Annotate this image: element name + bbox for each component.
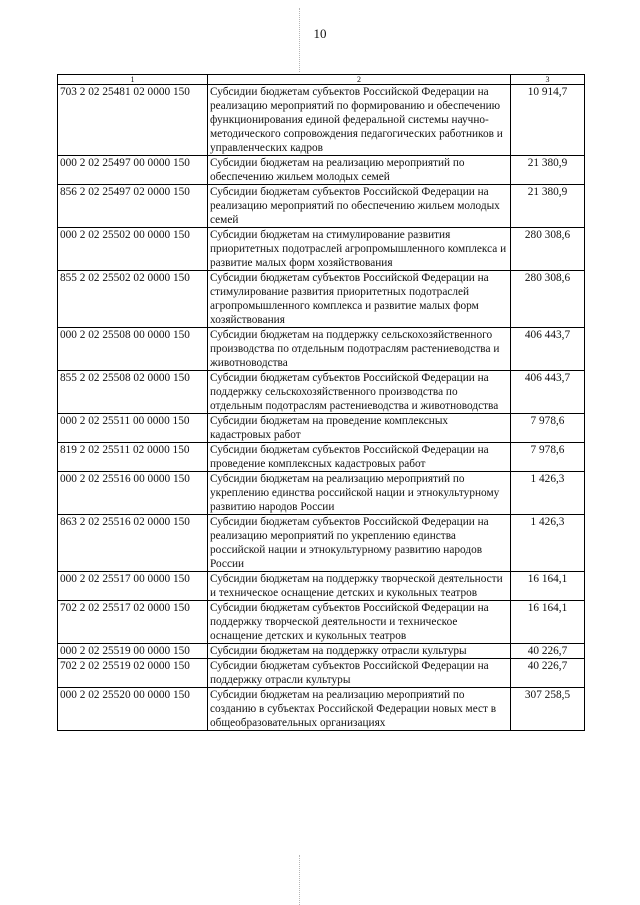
- table-row: [58, 515, 585, 572]
- description-cell: Субсидии бюджетам на реализацию мероприятий по обеспечению жильем молодых семей: [208, 156, 511, 185]
- amount-cell: 16 164,1: [511, 601, 585, 644]
- amount-cell: 10 914,7: [511, 85, 585, 156]
- table-row: [58, 414, 585, 443]
- column-header: 3: [511, 75, 585, 85]
- budget-code-cell: 855 2 02 25502 02 0000 150: [58, 271, 208, 328]
- amount-cell: 7 978,6: [511, 414, 585, 443]
- budget-table: [57, 74, 585, 731]
- amount-cell: 307 258,5: [511, 688, 585, 731]
- description-cell: Субсидии бюджетам на поддержку сельскохозяйственного производства по отдельным подотраслям растениеводства и животноводства: [208, 328, 511, 371]
- budget-code-cell: 703 2 02 25481 02 0000 150: [58, 85, 208, 156]
- description-cell: Субсидии бюджетам субъектов Российской Федерации на поддержку отрасли культуры: [208, 659, 511, 688]
- description-cell: Субсидии бюджетам субъектов Российской Федерации на поддержку сельскохозяйственного производства по отдельным подотраслям растениеводства и животноводства: [208, 371, 511, 414]
- page-number: 10: [313, 26, 327, 41]
- description-cell: Субсидии бюджетам на проведение комплексных кадастровых работ: [208, 414, 511, 443]
- description-cell: Субсидии бюджетам субъектов Российской Федерации на поддержку творческой деятельности и техническое оснащение детских и кукольных театров: [208, 601, 511, 644]
- amount-cell: 406 443,7: [511, 371, 585, 414]
- column-header: 2: [208, 75, 511, 85]
- budget-code-cell: 856 2 02 25497 02 0000 150: [58, 185, 208, 228]
- budget-code-cell: 000 2 02 25502 00 0000 150: [58, 228, 208, 271]
- amount-cell: 1 426,3: [511, 515, 585, 572]
- table-row: [58, 472, 585, 515]
- table-row: [58, 228, 585, 271]
- table-row: [58, 271, 585, 328]
- description-cell: Субсидии бюджетам субъектов Российской Федерации на проведение комплексных кадастровых работ: [208, 443, 511, 472]
- amount-cell: 40 226,7: [511, 644, 585, 659]
- amount-cell: 21 380,9: [511, 156, 585, 185]
- amount-cell: 406 443,7: [511, 328, 585, 371]
- table-row: [58, 185, 585, 228]
- budget-code-cell: 702 2 02 25519 02 0000 150: [58, 659, 208, 688]
- scan-artifact-line-top: [299, 8, 300, 72]
- budget-code-cell: 000 2 02 25516 00 0000 150: [58, 472, 208, 515]
- amount-cell: 21 380,9: [511, 185, 585, 228]
- budget-code-cell: 855 2 02 25508 02 0000 150: [58, 371, 208, 414]
- description-cell: Субсидии бюджетам на реализацию мероприятий по созданию в субъектах Российской Федерации новых мест в общеобразовательных организациях: [208, 688, 511, 731]
- description-cell: Субсидии бюджетам на поддержку отрасли культуры: [208, 644, 511, 659]
- amount-cell: 280 308,6: [511, 228, 585, 271]
- table-row: [58, 156, 585, 185]
- description-cell: Субсидии бюджетам субъектов Российской Федерации на реализацию мероприятий по формированию и обеспечению функционирования единой федеральной системы научно-методического сопровождения педагогических работников и управленческих кадров: [208, 85, 511, 156]
- budget-code-cell: 819 2 02 25511 02 0000 150: [58, 443, 208, 472]
- amount-cell: 1 426,3: [511, 472, 585, 515]
- table-row: [58, 659, 585, 688]
- budget-code-cell: 000 2 02 25519 00 0000 150: [58, 644, 208, 659]
- amount-cell: 7 978,6: [511, 443, 585, 472]
- description-cell: Субсидии бюджетам на стимулирование развития приоритетных подотраслей агропромышленного комплекса и развитие малых форм хозяйствования: [208, 228, 511, 271]
- table-row: [58, 85, 585, 156]
- amount-cell: 280 308,6: [511, 271, 585, 328]
- table-row: [58, 644, 585, 659]
- table-row: [58, 371, 585, 414]
- budget-code-cell: 000 2 02 25497 00 0000 150: [58, 156, 208, 185]
- budget-code-cell: 000 2 02 25517 00 0000 150: [58, 572, 208, 601]
- table-row: [58, 601, 585, 644]
- description-cell: Субсидии бюджетам на реализацию мероприятий по укреплению единства российской нации и этнокультурному развитию народов России: [208, 472, 511, 515]
- table-row: [58, 688, 585, 731]
- budget-code-cell: 702 2 02 25517 02 0000 150: [58, 601, 208, 644]
- table-header-row: [58, 75, 585, 85]
- amount-cell: 40 226,7: [511, 659, 585, 688]
- description-cell: Субсидии бюджетам субъектов Российской Федерации на стимулирование развития приоритетных подотраслей агропромышленного комплекса и развитие малых форм хозяйствования: [208, 271, 511, 328]
- amount-cell: 16 164,1: [511, 572, 585, 601]
- table-body: [58, 85, 585, 731]
- budget-code-cell: 863 2 02 25516 02 0000 150: [58, 515, 208, 572]
- table-row: [58, 328, 585, 371]
- budget-code-cell: 000 2 02 25508 00 0000 150: [58, 328, 208, 371]
- table-row: [58, 443, 585, 472]
- table-row: [58, 572, 585, 601]
- budget-code-cell: 000 2 02 25520 00 0000 150: [58, 688, 208, 731]
- scan-artifact-line-bottom: [299, 855, 300, 905]
- column-header: 1: [58, 75, 208, 85]
- description-cell: Субсидии бюджетам субъектов Российской Федерации на реализацию мероприятий по обеспечению жильем молодых семей: [208, 185, 511, 228]
- description-cell: Субсидии бюджетам субъектов Российской Федерации на реализацию мероприятий по укреплению единства российской нации и этнокультурному развитию народов России: [208, 515, 511, 572]
- budget-code-cell: 000 2 02 25511 00 0000 150: [58, 414, 208, 443]
- description-cell: Субсидии бюджетам на поддержку творческой деятельности и техническое оснащение детских и кукольных театров: [208, 572, 511, 601]
